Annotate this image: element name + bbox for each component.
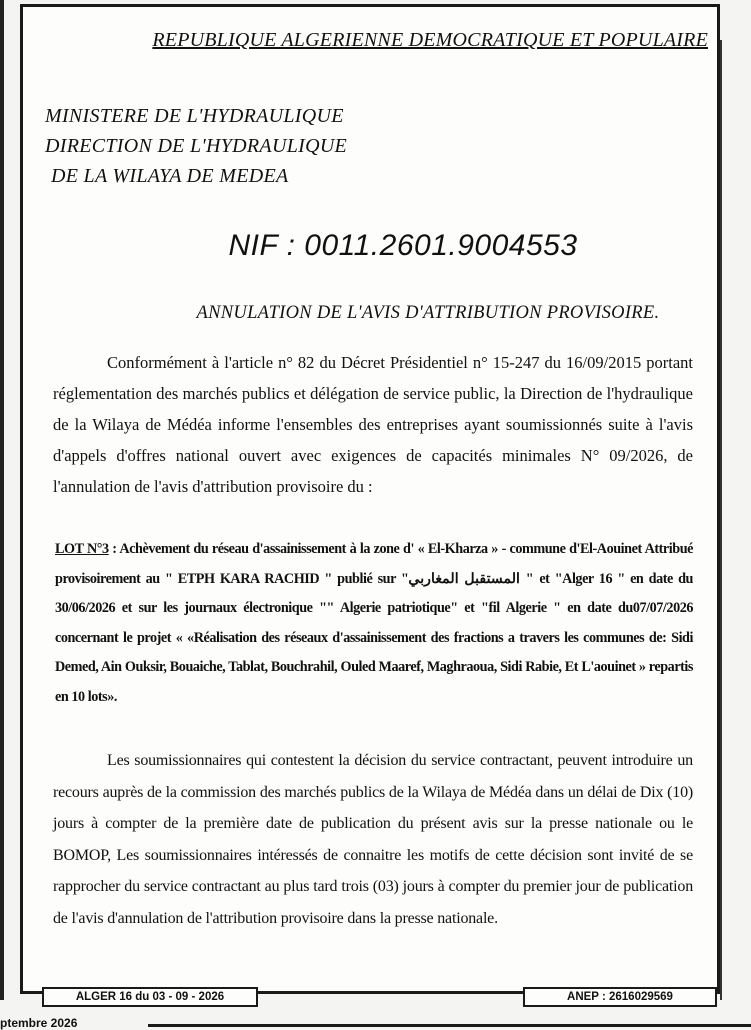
nif-number: NIF : 0011.2601.9004553 (228, 229, 578, 262)
lot-text: : Achèvement du réseau d'assainissement à la zone d' « El-Kharza » - commune d'El-Aouinet Attribué provisoirement au " ETPH KARA RACHID " publié sur "المستقبل المغاربي " et "Alger 16 " en date du 30/06/2026 et sur les journaux électronique "" Algerie patriotique" et "fil Algerie " en date du07/07/2026 concernant le projet « «Réalisation des réseaux d'assainissement des fractions a travers les communes de: Sidi Demed, Ain Ouksir, Bouaiche, Tablat, Bouchrahil, Ouled Maaref, Maghraoua, Sidi Rabie, Et L'aouinet » repartis en 10 lots». (55, 541, 693, 705)
column-rule (720, 40, 722, 1000)
anep-badge: ANEP : 2616029569 (523, 987, 717, 1007)
paragraph-appeal (53, 745, 693, 934)
ministry-line: MINISTERE DE L'HYDRAULIQUE (45, 105, 344, 127)
lot-label: LOT N°3 (55, 541, 109, 557)
ministry-block (45, 101, 347, 191)
wilaya-line: DE LA WILAYA DE MEDEA (51, 165, 289, 187)
publication-badge: ALGER 16 du 03 - 09 - 2026 (42, 987, 258, 1007)
paragraph-intro (53, 347, 693, 502)
direction-line: DIRECTION DE L'HYDRAULIQUE (45, 135, 348, 157)
notice-frame (20, 4, 720, 994)
notice-title: ANNULATION DE L'AVIS D'ATTRIBUTION PROVISOIRE. (196, 303, 660, 323)
lot-details (55, 535, 693, 712)
paragraph-appeal-text: Les soumissionnaires qui contestent la décision du service contractant, peuvent introduire un recours auprès de la commission des marchés publics de la Wilaya de Médéa dans un délai de Dix (10) jours à compter de la première date de publication du présent avis sur la presse nationale ou le BOMOP, Les soumissionnaires intéressés de connaitre les motifs de cette décision sont invité de se rapprocher du service contractant au plus tard trois (03) jours à compter du premier jour de publication de l'avis d'annulation de l'attribution provisoire dans la presse nationale. (53, 752, 693, 927)
page-edge-rule (0, 0, 4, 1000)
republic-heading: REPUBLIQUE ALGERIENNE DEMOCRATIQUE ET POPULAIRE (152, 29, 708, 51)
bottom-date-fragment: ptembre 2026 (0, 1016, 78, 1030)
paragraph-intro-text: Conformément à l'article n° 82 du Décret Présidentiel n° 15-247 du 16/09/2015 portant réglementation des marchés publics et délégation de service public, la Direction de l'hydraulique de la Wilaya de Médéa informe l'ensembles des entreprises ayant soumissionnés suite à l'avis d'appels d'offres national ouvert avec exigences de capacités minimales N° 09/2026, de l'annulation de l'avis d'attribution provisoire du : (53, 353, 693, 496)
bottom-divider (148, 1024, 751, 1027)
